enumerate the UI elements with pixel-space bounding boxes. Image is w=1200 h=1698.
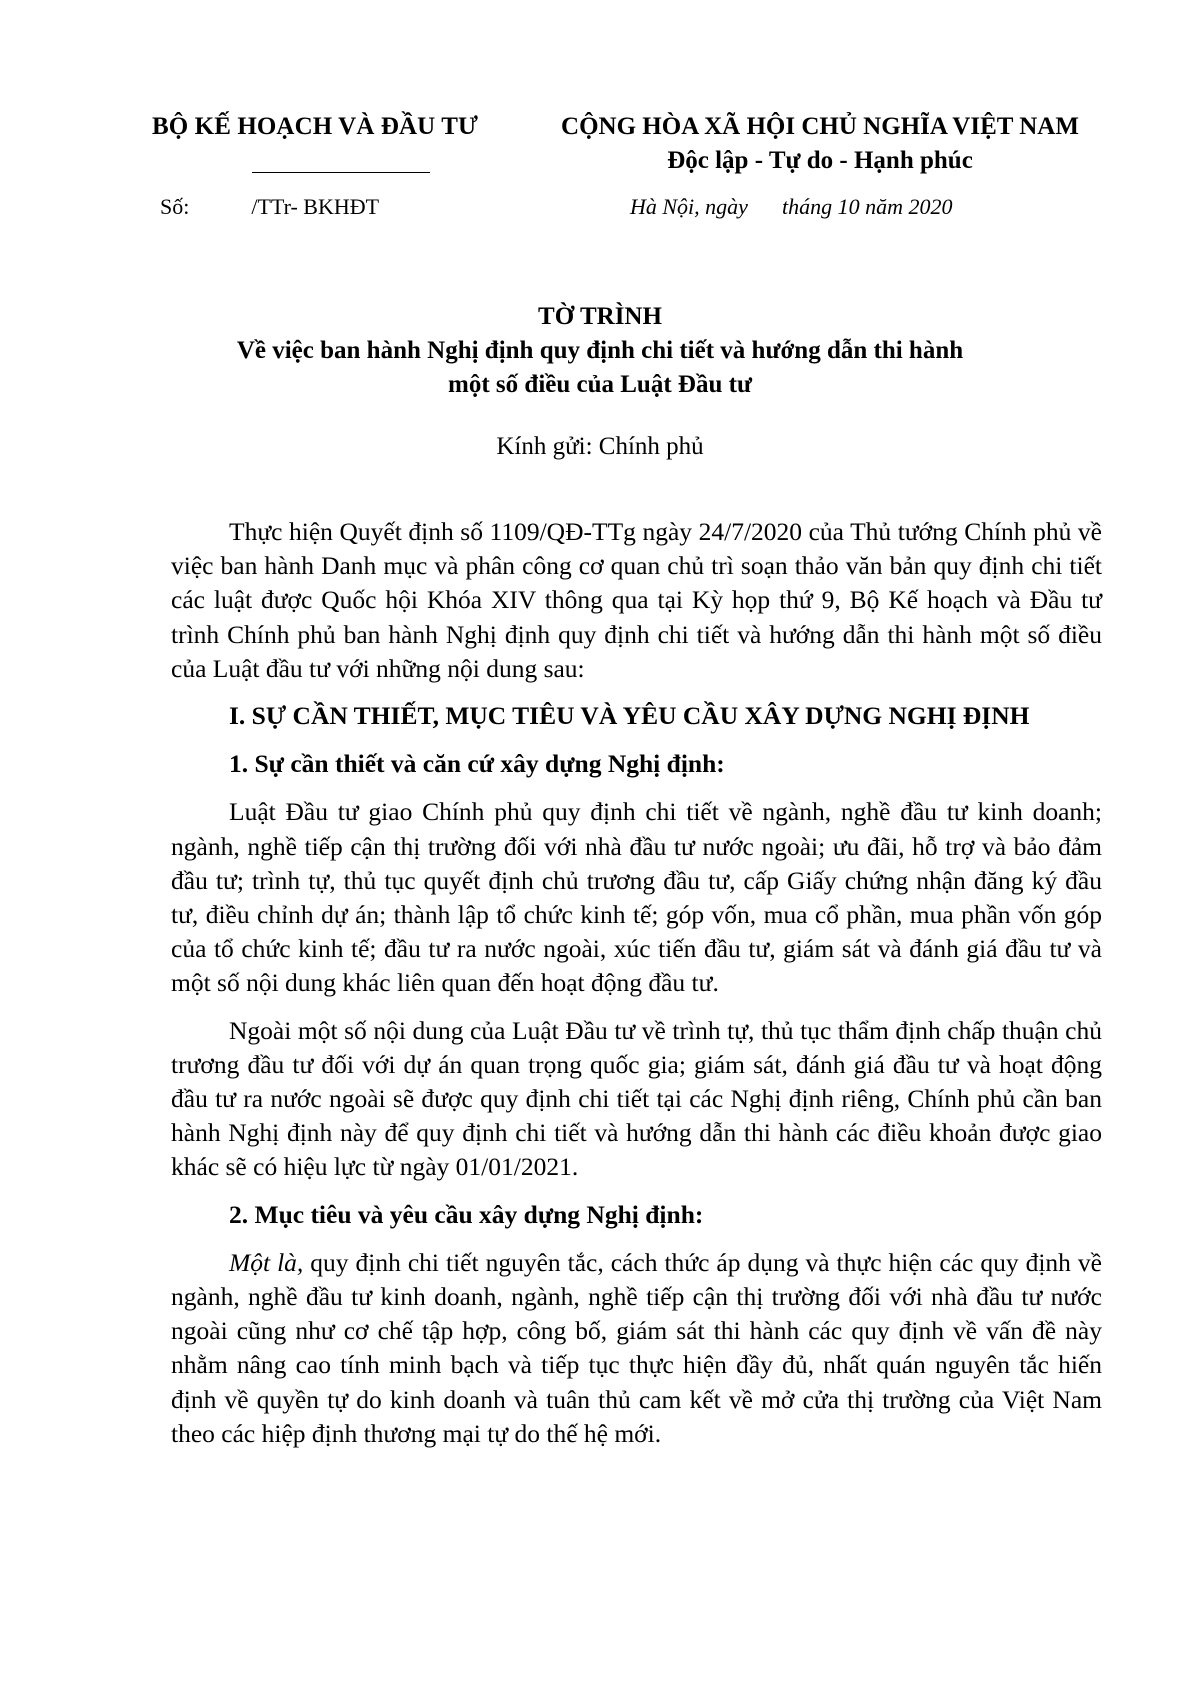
agency-underline — [252, 172, 430, 173]
place-date-prefix: Hà Nội, ngày — [630, 194, 748, 219]
issuing-agency: BỘ KẾ HOẠCH VÀ ĐẦU TƯ — [152, 113, 478, 140]
issuing-agency-block — [150, 110, 480, 144]
place-and-date — [630, 192, 952, 222]
section-heading: I. SỰ CẦN THIẾT, MỤC TIÊU VÀ YÊU CẦU XÂY DỰNG NGHỊ ĐỊNH — [229, 701, 1030, 731]
country-name: CỘNG HÒA XÃ HỘI CHỦ NGHĨA VIỆT NAM — [561, 113, 1079, 140]
place-date-suffix: tháng 10 năm 2020 — [781, 194, 953, 219]
paragraph-lead: Một là, — [229, 1247, 304, 1277]
document-subject-line-1: Về việc ban hành Nghị định quy định chi tiết và hướng dẫn thi hành — [236, 337, 964, 364]
paragraph — [171, 1246, 1102, 1451]
document-subject-line-2: một số điều của Luật Đầu tư — [448, 371, 752, 398]
paragraph-text: quy định chi tiết nguyên tắc, cách thức áp dụng và thực hiện các quy định về ngành, nghề đầu tư kinh doanh, ngành, nghề tiếp cận thị trường đối với nhà đầu tư nước ngoài cũng như cơ chế tập hợp, công bố, giám sát thi hành các quy định về vấn đề này nhằm nâng cao tính minh bạch và tiếp tục thực hiện đầy đủ, nhất quán nguyên tắc hiến định về quyền tự do kinh doanh và tuân thủ cam kết về mở cửa thị trường của Việt Nam theo các hiệp định thương mại tự do thế hệ mới. — [171, 1247, 1102, 1448]
document-number-label: Số: — [160, 194, 190, 219]
paragraph: Luật Đầu tư giao Chính phủ quy định chi tiết về ngành, nghề đầu tư kinh doanh; ngành, nghề tiếp cận thị trường đối với nhà đầu tư nước ngoài; ưu đãi, hỗ trợ và bảo đảm đầu tư; trình tự, thủ tục quyết định chủ trương đầu tư, cấp Giấy chứng nhận đăng ký đầu tư, điều chỉnh dự án; thành lập tổ chức kinh tế; góp vốn, mua cổ phần, mua phần vốn góp của tổ chức kinh tế; đầu tư ra nước ngoài, xúc tiến đầu tư, giám sát và đánh giá đầu tư và một số nội dung khác liên quan đến hoạt động đầu tư. — [171, 797, 1102, 998]
document-title-block — [150, 300, 1050, 402]
intro-paragraph: Thực hiện Quyết định số 1109/QĐ-TTg ngày 24/7/2020 của Thủ tướng Chính phủ về việc ban hành Danh mục và phân công cơ quan chủ trì soạn thảo văn bản quy định chi tiết các luật được Quốc hội Khóa XIV thông qua tại Kỳ họp thứ 9, Bộ Kế hoạch và Đầu tư trình Chính phủ ban hành Nghị định quy định chi tiết và hướng dẫn thi hành một số điều của Luật đầu tư với những nội dung sau: — [171, 517, 1102, 683]
national-motto: Độc lập - Tự do - Hạnh phúc — [667, 147, 973, 174]
document-body — [171, 515, 1102, 1464]
subsection-heading-1: 1. Sự cần thiết và căn cứ xây dựng Nghị định: — [229, 749, 725, 779]
paragraph: Ngoài một số nội dung của Luật Đầu tư về trình tự, thủ tục thẩm định chấp thuận chủ trương đầu tư đối với dự án quan trọng quốc gia; giám sát, đánh giá đầu tư và hoạt động đầu tư ra nước ngoài sẽ được quy định chi tiết tại các Nghị định riêng, Chính phủ cần ban hành Nghị định này để quy định chi tiết và hướng dẫn thi hành các điều khoản được giao khác sẽ có hiệu lực từ ngày 01/01/2021. — [171, 1015, 1102, 1182]
addressee: Kính gửi: Chính phủ — [496, 433, 704, 460]
document-number — [160, 192, 379, 222]
document-number-code: /TTr- BKHĐT — [251, 194, 380, 219]
document-type: TỜ TRÌNH — [538, 303, 662, 330]
national-title-block — [540, 110, 1100, 178]
subsection-heading-2: 2. Mục tiêu và yêu cầu xây dựng Nghị định: — [229, 1199, 704, 1229]
